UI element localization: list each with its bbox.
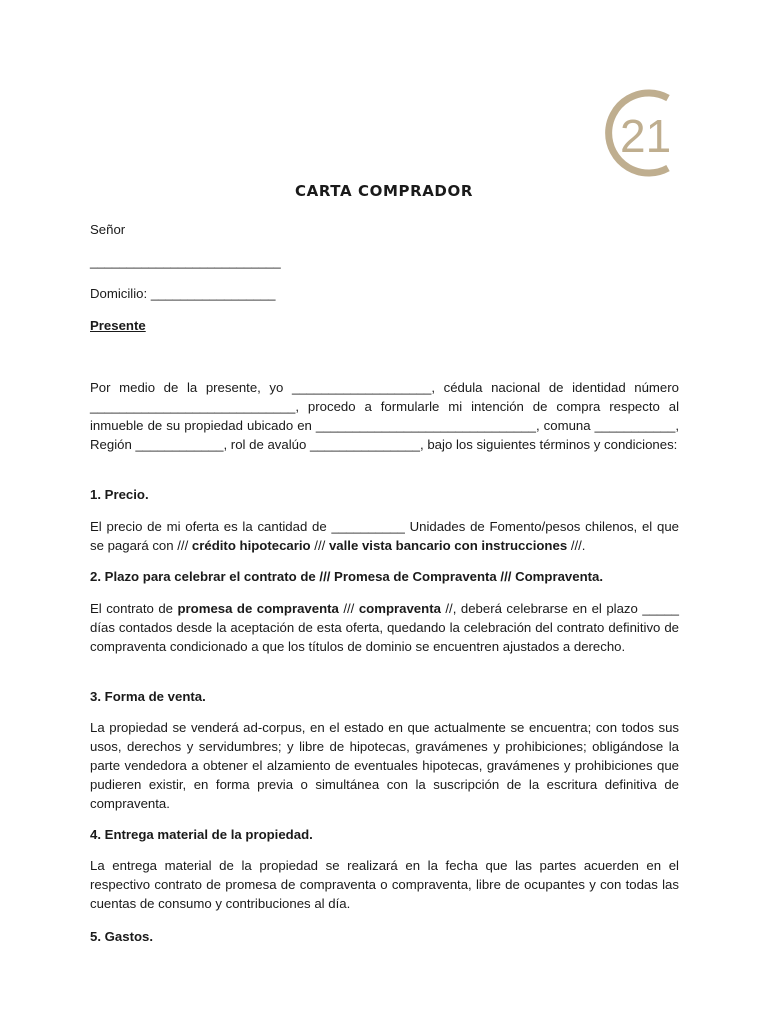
section-1-text: El precio de mi oferta es la cantidad de (90, 519, 332, 534)
section-1-paragraph (90, 518, 679, 556)
address-blank: ______________________________ (315, 417, 536, 433)
intro-text: , cédula nacional de identidad número (431, 380, 679, 395)
days-blank: _____ (642, 601, 679, 616)
buyer-name-blank: ___________________ (291, 380, 432, 395)
century21-logo (598, 84, 680, 182)
domicilio-blank: _________________ (150, 286, 276, 301)
intro-text: inmueble de su propiedad ubicado en (90, 417, 316, 433)
section-1-text: /// (310, 537, 329, 553)
valle-vista-option: valle vista bancario con instrucciones (328, 537, 568, 553)
logo-number: 21 (620, 110, 672, 162)
credito-hipotecario-option: crédito hipotecario (191, 537, 311, 553)
region-blank: ____________ (135, 436, 224, 452)
intro-text: , rol de avalúo (223, 436, 310, 452)
century21-logo-icon (598, 84, 680, 182)
section-1-text: Unidades de Fomento/pesos chilenos, el que se pagará con /// (90, 519, 679, 553)
section-3-paragraph: La propiedad se venderá ad-corpus, en el estado en que actualmente se encuentra; con todos sus usos, derechos y servidumbres; y libre de hipotecas, gravámenes y prohibiciones; obligándose la parte vendedora a obtener el alzamiento de eventuales hipotecas, gravámenes y prohibiciones que pudieren existir, en forma previa o simultánea con la suscripción de la escritura definitiva de compraventa. (90, 720, 679, 811)
intro-text: , comuna (535, 417, 591, 433)
id-number-blank: ____________________________ (90, 398, 296, 414)
intro-text: Por medio de la presente, yo (90, 380, 292, 395)
document-title: CARTA COMPRADOR (295, 182, 473, 200)
section-1-text: ///. (567, 537, 586, 553)
section-4-heading: 4. Entrega material de la propiedad. (90, 827, 313, 842)
intro-text: , procedo a formularle mi intención de compra respecto al (295, 398, 679, 414)
price-blank: __________ (331, 519, 405, 534)
rol-blank: _______________ (310, 436, 421, 452)
section-1-heading: 1. Precio. (90, 487, 149, 502)
section-2-paragraph (90, 600, 679, 657)
intro-paragraph (90, 379, 679, 455)
section-2-text: //, deberá celebrarse en el plazo (440, 601, 643, 616)
salutation: Señor (90, 222, 126, 237)
compraventa-option: compraventa (358, 601, 441, 616)
intro-text: , Región (90, 417, 679, 452)
section-2-heading: 2. Plazo para celebrar el contrato de /// Promesa de Compraventa /// Compraventa. (90, 569, 604, 584)
section-4-paragraph: La entrega material de la propiedad se realizará en la fecha que las partes acuerden en el respectivo contrato de promesa de compraventa o compraventa, libre de ocupantes y con todas las cuentas de consumo y contribuciones al día. (90, 858, 679, 911)
section-2-text: días contados desde la aceptación de esta oferta, quedando la celebración del contrato definitivo de compraventa condicionado a que los títulos de dominio se encuentren ajustados a derecho. (90, 619, 679, 654)
promesa-option: promesa de compraventa (177, 601, 339, 616)
intro-text: , bajo los siguientes (420, 436, 536, 452)
section-5-heading: 5. Gastos. (90, 929, 154, 944)
recipient-name-blank: __________________________ (90, 254, 281, 269)
presente-label: Presente (90, 318, 146, 333)
domicilio-line (90, 286, 276, 301)
comuna-blank: ___________ (594, 417, 676, 433)
section-2-text: /// (338, 601, 359, 616)
section-2-text: El contrato de (90, 601, 178, 616)
domicilio-label: Domicilio: (90, 286, 151, 301)
intro-text: términos y condiciones: (539, 436, 678, 452)
section-3-heading: 3. Forma de venta. (90, 689, 206, 704)
